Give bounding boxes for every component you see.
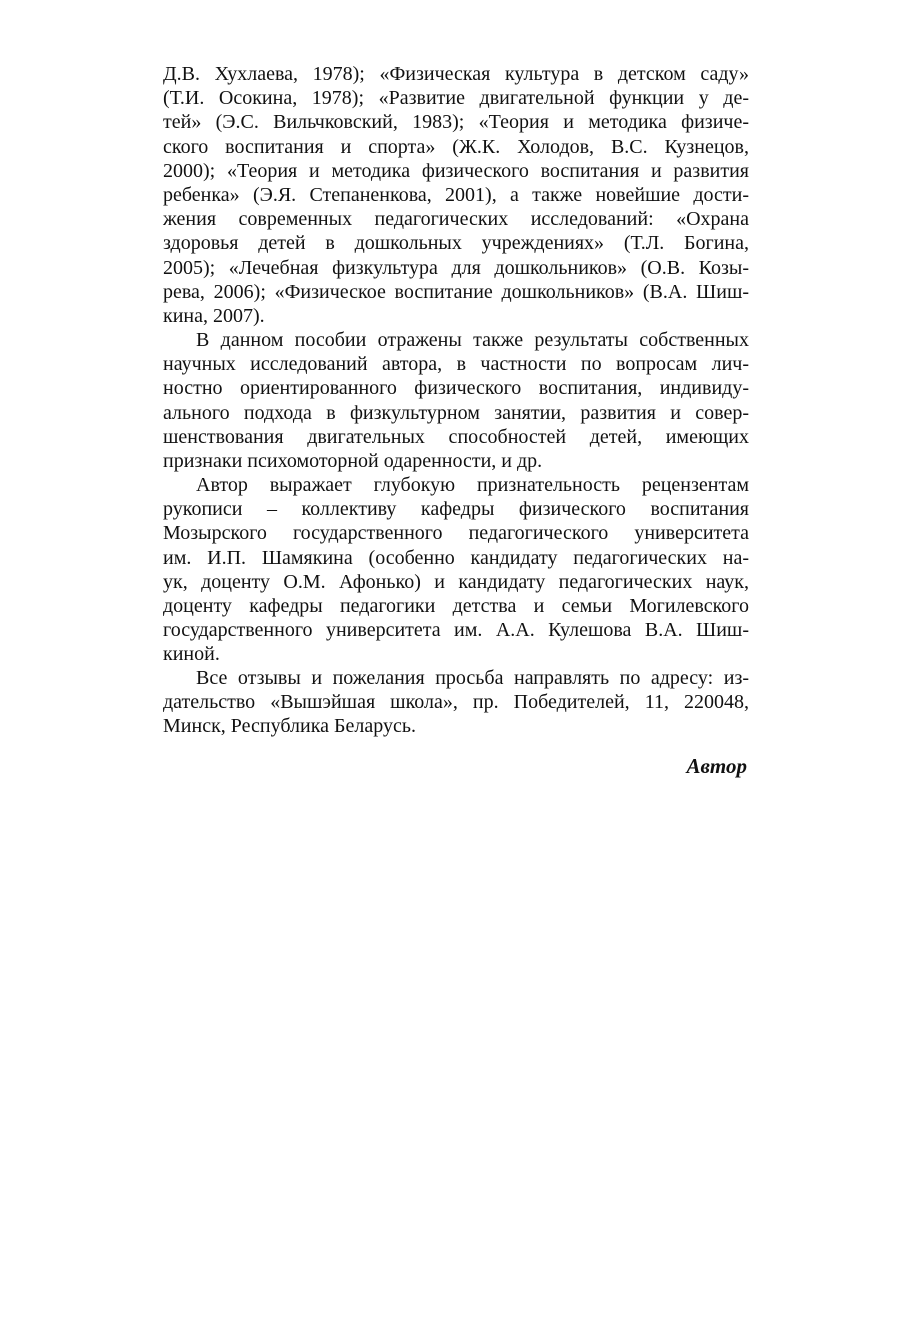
text-line: 2000); «Теория и методика физического воспитания и развития bbox=[163, 159, 749, 182]
text-line: кина, 2007). bbox=[163, 304, 265, 327]
text-line: Автор выражает глубокую признательность рецензентам bbox=[196, 474, 749, 496]
text-line: шенствования двигательных способностей детей, имеющих bbox=[163, 425, 749, 448]
text-line: дательство «Вышэйшая школа», пр. Победителей, 11, 220048, bbox=[163, 691, 749, 714]
text-line: Все отзывы и пожелания просьба направлять по адресу: из- bbox=[196, 667, 749, 689]
paragraph-contact-address bbox=[163, 666, 749, 739]
text-line: ского воспитания и спорта» (Ж.К. Холодов, В.С. Кузнецов, bbox=[163, 135, 749, 158]
text-line: ностно ориентированного физического воспитания, индивиду- bbox=[163, 377, 749, 400]
text-line: ук, доценту О.М. Афонько) и кандидату педагогических наук, bbox=[163, 570, 749, 593]
text-line: здоровья детей в дошкольных учреждениях» (Т.Л. Богина, bbox=[163, 232, 749, 255]
text-line: признаки психомоторной одаренности, и др. bbox=[163, 449, 543, 472]
text-line: ального подхода в физкультурном занятии, развития и совер- bbox=[163, 401, 749, 424]
text-line: 2005); «Лечебная физкультура для дошкольников» (О.В. Козы- bbox=[163, 256, 749, 279]
text-line: тей» (Э.С. Вильчковский, 1983); «Теория и методика физиче- bbox=[163, 111, 749, 134]
text-line: (Т.И. Осокина, 1978); «Развитие двигательной функции у де- bbox=[163, 87, 749, 110]
text-line: рукописи – коллективу кафедры физического воспитания bbox=[163, 498, 749, 521]
text-line: жения современных педагогических исследований: «Охрана bbox=[163, 208, 749, 231]
text-line: научных исследований автора, в частности по вопросам лич- bbox=[163, 353, 749, 376]
text-line: В данном пособии отражены также результаты собственных bbox=[196, 329, 749, 351]
text-line: Минск, Республика Беларусь. bbox=[163, 715, 416, 738]
text-line: доценту кафедры педагогики детства и семьи Могилевского bbox=[163, 594, 749, 617]
text-line: им. И.П. Шамякина (особенно кандидату педагогических на- bbox=[163, 546, 749, 569]
text-line: киной. bbox=[163, 643, 220, 666]
text-line: государственного университета им. А.А. Кулешова В.А. Шиш- bbox=[163, 619, 749, 642]
author-signature: Автор bbox=[686, 754, 747, 778]
paragraph-acknowledgements bbox=[163, 473, 749, 667]
text-line: Мозырского государственного педагогического университета bbox=[163, 522, 749, 545]
text-line: рева, 2006); «Физическое воспитание дошкольников» (В.А. Шиш- bbox=[163, 280, 749, 303]
paragraph-author-research bbox=[163, 328, 749, 473]
text-line: ребенка» (Э.Я. Степаненкова, 2001), а также новейшие дости- bbox=[163, 183, 749, 206]
paragraph-references bbox=[163, 62, 749, 328]
text-line: Д.В. Хухлаева, 1978); «Физическая культура в детском саду» bbox=[163, 63, 749, 85]
